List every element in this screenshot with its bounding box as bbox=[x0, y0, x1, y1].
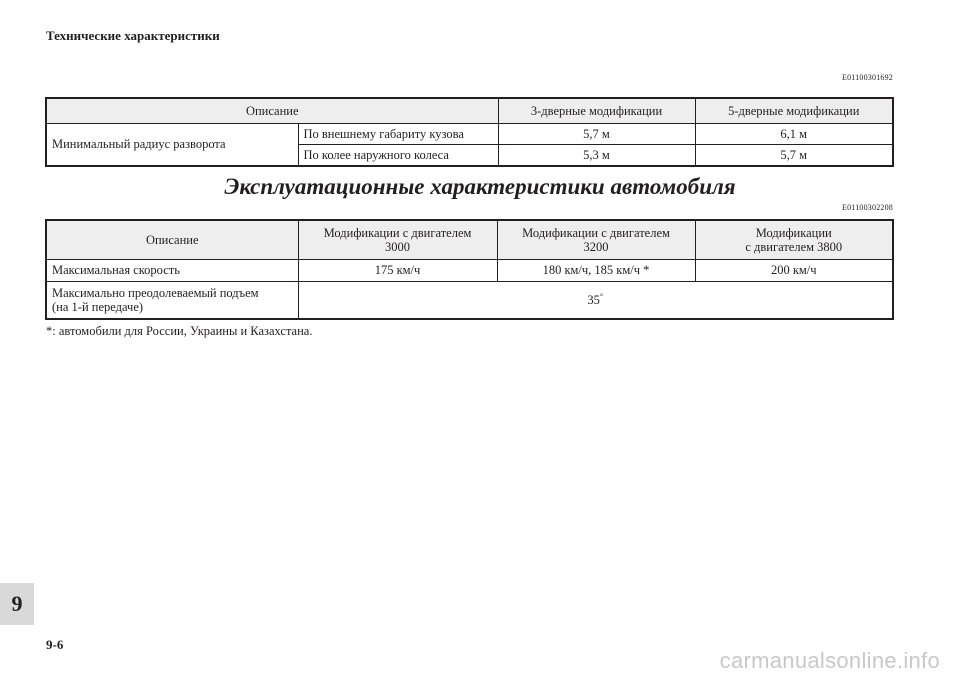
table-cell: 200 км/ч bbox=[695, 260, 893, 282]
row-label bbox=[46, 282, 298, 320]
column-header-line: Модификации с двигателем bbox=[323, 226, 472, 240]
table-cell: 175 км/ч bbox=[298, 260, 497, 282]
table-header-row bbox=[46, 220, 893, 260]
row-label-line: Максимально преодолеваемый подъем bbox=[52, 286, 259, 300]
row-label: Минимальный радиус разворота bbox=[46, 124, 298, 167]
row-label-line: (на 1-й передаче) bbox=[52, 300, 144, 314]
table-header-row bbox=[46, 98, 893, 124]
chapter-number: 9 bbox=[11, 591, 23, 616]
column-header bbox=[695, 220, 893, 260]
table-row bbox=[46, 124, 893, 145]
section-code: E01100302208 bbox=[842, 203, 893, 212]
table-cell: 180 км/ч, 185 км/ч * bbox=[497, 260, 695, 282]
section-title: Эксплуатационные характеристики автомобиля bbox=[224, 174, 736, 199]
column-header-line: 3200 bbox=[583, 240, 609, 254]
column-header: Описание bbox=[46, 220, 298, 260]
table-row bbox=[46, 282, 893, 320]
column-header-line: с двигателем 3800 bbox=[745, 240, 843, 254]
row-label: Максимальная скорость bbox=[46, 260, 298, 282]
footnote: *: автомобили для России, Украины и Казахстана. bbox=[46, 324, 313, 338]
performance-table bbox=[45, 219, 894, 320]
table-cell: 6,1 м bbox=[695, 124, 893, 145]
table-row bbox=[46, 260, 893, 282]
chapter-tab bbox=[0, 583, 34, 625]
table-cell: 5,7 м bbox=[695, 145, 893, 167]
degree-sign: ° bbox=[599, 291, 604, 301]
column-header bbox=[497, 220, 695, 260]
column-header bbox=[298, 220, 497, 260]
watermark: carmanualsonline.info bbox=[719, 648, 940, 673]
column-header: 3-дверные модификации bbox=[498, 98, 695, 124]
column-header: 5-дверные модификации bbox=[695, 98, 893, 124]
page-header-title: Технические характеристики bbox=[46, 28, 220, 43]
column-header-line: Модификации bbox=[755, 226, 832, 240]
table-cell: 5,3 м bbox=[498, 145, 695, 167]
column-header-line: 3000 bbox=[385, 240, 410, 254]
row-sublabel: По колее наружного колеса bbox=[298, 145, 498, 167]
table-cell bbox=[298, 282, 893, 320]
turning-radius-table bbox=[45, 97, 894, 167]
column-header-line: Модификации с двигателем bbox=[522, 226, 670, 240]
section-code: E01100301692 bbox=[842, 73, 893, 82]
table-cell: 5,7 м bbox=[498, 124, 695, 145]
row-sublabel: По внешнему габариту кузова bbox=[298, 124, 498, 145]
climb-value: 35 bbox=[587, 293, 600, 307]
column-header: Описание bbox=[46, 98, 498, 124]
page-number: 9-6 bbox=[46, 637, 64, 652]
